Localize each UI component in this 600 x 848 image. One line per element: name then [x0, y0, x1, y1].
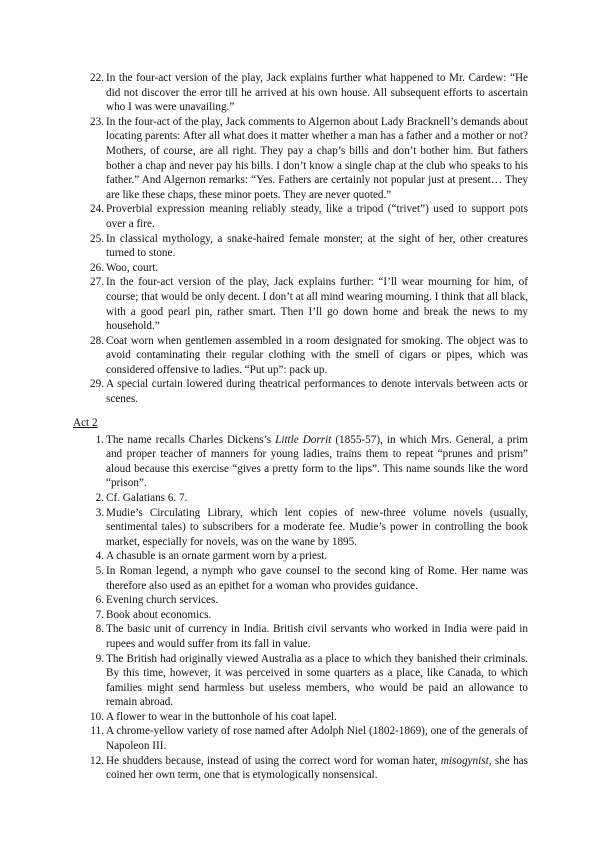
footnote-text: A special curtain lowered during theatrical performances to denote intervals between acts or scenes.	[106, 378, 528, 406]
footnote-text: A chrome-yellow variety of rose named after Adolph Niel (1802-1869), one of the generals of Napoleon III.	[106, 725, 528, 753]
footnote-number: 28.	[90, 334, 104, 347]
footnote	[73, 754, 528, 783]
footnote-number: 24.	[90, 203, 104, 216]
footnote	[73, 261, 528, 276]
footnote	[73, 275, 528, 333]
footnote-text: Woo, court.	[106, 261, 159, 274]
footnote-text: A flower to wear in the buttonhole of his coat lapel.	[106, 710, 337, 723]
footnote-text: Evening church services.	[106, 594, 219, 607]
footnote-text-part: The name recalls Charles Dickens’s	[106, 433, 276, 446]
footnote-number: 8.	[95, 623, 104, 636]
footnote	[73, 608, 528, 623]
footnote-number: 4.	[95, 550, 104, 563]
footnote	[73, 724, 528, 753]
footnote-number: 3.	[95, 506, 104, 519]
footnote	[73, 549, 528, 564]
footnote-number: 2.	[95, 491, 104, 504]
footnote	[73, 593, 528, 608]
footnote-text: In the four-act version of the play, Jack explains further what happened to Mr. Cardew: “He did not discover the error till he arrived at his own house. All subsequent efforts to ascertain who I was were unavailing.”	[106, 72, 528, 114]
footnote	[73, 710, 528, 725]
act1-notes-list	[73, 71, 528, 407]
footnote-text: Coat worn when gentlemen assembled in a room designated for smoking. The object was to avoid contaminating their regular clothing with the smell of cigars or pipes, which was considered offensive to ladies. “Put up”: pack up.	[106, 334, 528, 376]
footnote	[73, 506, 528, 550]
footnote-text: A chasuble is an ornate garment worn by a priest.	[106, 550, 328, 563]
footnote-text: Book about economics.	[106, 608, 212, 621]
footnote-number: 5.	[95, 564, 104, 577]
footnote-text: In the four-act version of the play, Jack explains further: “I’ll wear mourning for him, of course; that would be only decent. I don’t at all mind wearing mourning. I think that all black, with a good pearl pin, rather smart. Then I’ll go down home and break the news to my household.”	[106, 276, 528, 333]
footnote-number: 26.	[90, 261, 104, 274]
footnote-number: 11.	[90, 725, 104, 738]
footnote	[73, 622, 528, 651]
footnote	[73, 202, 528, 231]
footnote-number: 23.	[90, 115, 104, 128]
footnote-number: 6.	[95, 594, 104, 607]
footnote-text-part: (1855-57), in which Mrs. General, a prim and proper teacher of manners for young ladies, trains them to repeat “prunes and prism” aloud because this exercise “gives a pretty form to the lips”. This name sounds like the word “prison”.	[106, 433, 529, 490]
italic-term: misogynist	[440, 754, 489, 767]
footnote	[73, 115, 528, 203]
footnote-number: 7.	[95, 608, 104, 621]
footnote-text: In the four-act of the play, Jack comments to Algernon about Lady Bracknell’s demands about locating parents: After all what does it matter whether a man has a father and a mother or not? Mothers, of course, are all right. They pay a chap’s bills and don’t bother him. But fathers bother a chap and never pay his bills. I don’t know a single chap at the club who speaks to his father.” And Algernon remarks: “Yes. Fathers are certainly not popular just at present… They are like these chaps, these minor poets. They are never quoted.”	[106, 115, 528, 201]
footnote-text: Proverbial expression meaning reliably steady, like a tripod (“trivet”) used to support pots over a fire.	[106, 203, 528, 230]
act2-notes-section	[73, 416, 528, 783]
footnote	[73, 433, 528, 491]
footnote-text: In classical mythology, a snake-haired female monster; at the sight of her, other creatures turned to stone.	[106, 232, 528, 260]
footnote	[73, 564, 528, 593]
footnote	[73, 232, 528, 261]
footnote	[73, 652, 528, 710]
footnote-text: Mudie’s Circulating Library, which lent copies of new-three volume novels (usually, sentimental tales) to subscribers for a moderate fee. Mudie’s power in controlling the book market, especially for novels, was on the wane by 1895.	[106, 506, 528, 548]
footnote-number: 10.	[90, 710, 104, 723]
act2-notes-list	[73, 433, 528, 783]
footnote-number: 25.	[90, 232, 104, 245]
footnote-text: Cf. Galatians 6. 7.	[106, 491, 188, 504]
footnote	[73, 71, 528, 115]
act1-notes-section	[73, 71, 528, 407]
footnote-number: 12.	[90, 754, 104, 767]
footnote	[73, 377, 528, 406]
footnote	[73, 334, 528, 378]
footnote	[73, 491, 528, 506]
footnote-text: The basic unit of currency in India. British civil servants who worked in India were paid in rupees and would suffer from its fall in value.	[106, 623, 528, 650]
act2-heading: Act 2	[73, 417, 98, 429]
footnote-text	[106, 755, 528, 782]
book-title: Little Dorrit	[275, 433, 332, 446]
footnote-text-part: , she has coined her own term, one that is etymologically nonsensical.	[106, 754, 529, 782]
footnote-number: 27.	[90, 276, 104, 289]
footnote-number: 1.	[95, 433, 104, 446]
footnote-text	[106, 434, 528, 490]
footnote-number: 29.	[90, 378, 104, 391]
footnote-number: 9.	[95, 652, 104, 665]
footnote-number: 22.	[90, 72, 104, 84]
footnote-text: The British had originally viewed Australia as a place to which they banished their criminals. By this time, however, it was perceived in some quarters as a place, like Canada, to which families might send harmless but useless members, who would be paid an allowance to remain abroad.	[106, 652, 528, 709]
footnote-text: In Roman legend, a nymph who gave counsel to the second king of Rome. Her name was therefore also used as an epithet for a woman who provides guidance.	[106, 564, 528, 592]
footnote-text-part: He shudders because, instead of using the correct word for woman hater,	[106, 754, 441, 767]
